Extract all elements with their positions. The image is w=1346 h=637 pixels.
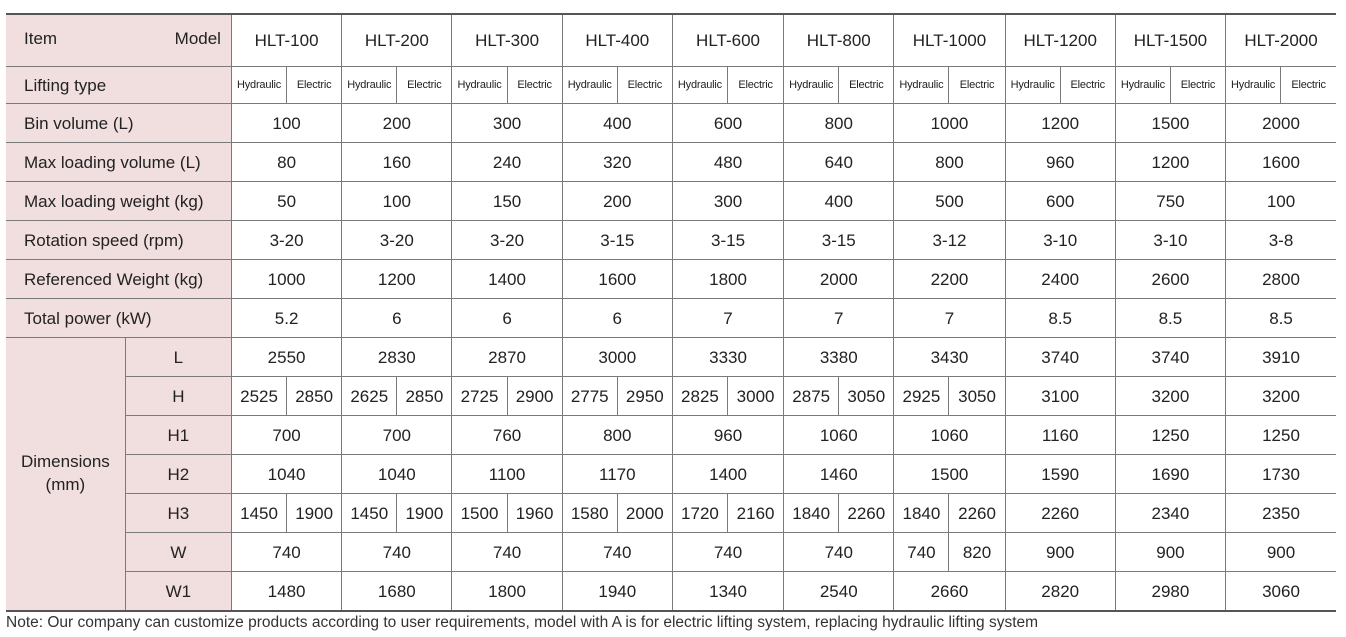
dimension-sublabel: H2 bbox=[125, 455, 231, 494]
cell-value: 750 bbox=[1115, 182, 1225, 221]
cell-value: 2950 bbox=[617, 377, 672, 416]
cell-value: 1250 bbox=[1115, 416, 1225, 455]
cell-value: 2400 bbox=[1005, 260, 1115, 299]
cell-value: 2600 bbox=[1115, 260, 1225, 299]
cell-value: 2550 bbox=[231, 338, 341, 377]
cell-value: 320 bbox=[562, 143, 672, 182]
lifting-hydraulic: Hydraulic bbox=[231, 67, 286, 104]
cell-value: 2260 bbox=[949, 494, 1005, 533]
cell-value: 1900 bbox=[397, 494, 452, 533]
row-label: Lifting type bbox=[6, 67, 231, 104]
cell-value: 2625 bbox=[342, 377, 397, 416]
row-label: Max loading weight (kg) bbox=[6, 182, 231, 221]
cell-value: 50 bbox=[231, 182, 341, 221]
cell-value: 740 bbox=[784, 533, 894, 572]
lifting-hydraulic: Hydraulic bbox=[672, 67, 727, 104]
cell-value: 1940 bbox=[562, 572, 672, 612]
cell-value: 3-12 bbox=[894, 221, 1005, 260]
cell-value: 6 bbox=[562, 299, 672, 338]
header-corner bbox=[6, 14, 231, 67]
cell-value: 3060 bbox=[1226, 572, 1336, 612]
cell-value: 1200 bbox=[1005, 104, 1115, 143]
cell-value: 8.5 bbox=[1005, 299, 1115, 338]
cell-value: 160 bbox=[342, 143, 452, 182]
cell-value: 2980 bbox=[1115, 572, 1225, 612]
cell-value: 1100 bbox=[452, 455, 562, 494]
cell-value: 1690 bbox=[1115, 455, 1225, 494]
cell-value: 3-8 bbox=[1226, 221, 1336, 260]
lifting-electric: Electric bbox=[287, 67, 342, 104]
cell-value: 1000 bbox=[894, 104, 1005, 143]
cell-value: 3200 bbox=[1115, 377, 1225, 416]
cell-value: 7 bbox=[784, 299, 894, 338]
lifting-electric: Electric bbox=[617, 67, 672, 104]
cell-value: 8.5 bbox=[1226, 299, 1336, 338]
cell-value: 1160 bbox=[1005, 416, 1115, 455]
cell-value: 1000 bbox=[231, 260, 341, 299]
lifting-electric: Electric bbox=[1170, 67, 1225, 104]
cell-value: 300 bbox=[452, 104, 562, 143]
dimension-sublabel: L bbox=[125, 338, 231, 377]
cell-value: 2870 bbox=[452, 338, 562, 377]
cell-value: 1040 bbox=[342, 455, 452, 494]
cell-value: 2260 bbox=[839, 494, 894, 533]
lifting-hydraulic: Hydraulic bbox=[562, 67, 617, 104]
cell-value: 3200 bbox=[1226, 377, 1336, 416]
cell-value: 3910 bbox=[1226, 338, 1336, 377]
cell-value: 3-15 bbox=[784, 221, 894, 260]
cell-value: 900 bbox=[1226, 533, 1336, 572]
table-row bbox=[6, 338, 1336, 377]
cell-value: 1580 bbox=[562, 494, 617, 533]
model-header: HLT-1500 bbox=[1115, 14, 1225, 67]
lifting-hydraulic: Hydraulic bbox=[1226, 67, 1281, 104]
cell-value: 6 bbox=[452, 299, 562, 338]
lifting-electric: Electric bbox=[507, 67, 562, 104]
cell-value: 1900 bbox=[287, 494, 342, 533]
table-row bbox=[6, 221, 1336, 260]
cell-value: 1400 bbox=[452, 260, 562, 299]
cell-value: 3-15 bbox=[562, 221, 672, 260]
cell-value: 480 bbox=[672, 143, 783, 182]
cell-value: 800 bbox=[562, 416, 672, 455]
cell-value: 900 bbox=[1115, 533, 1225, 572]
cell-value: 1500 bbox=[1115, 104, 1225, 143]
cell-value: 1840 bbox=[894, 494, 949, 533]
table-row bbox=[6, 416, 1336, 455]
cell-value: 740 bbox=[452, 533, 562, 572]
cell-value: 5.2 bbox=[231, 299, 341, 338]
cell-value: 1500 bbox=[452, 494, 507, 533]
lifting-hydraulic: Hydraulic bbox=[784, 67, 839, 104]
cell-value: 3-15 bbox=[672, 221, 783, 260]
cell-value: 1600 bbox=[1226, 143, 1336, 182]
cell-value: 820 bbox=[949, 533, 1005, 572]
table-row bbox=[6, 143, 1336, 182]
cell-value: 1200 bbox=[1115, 143, 1225, 182]
cell-value: 3-20 bbox=[342, 221, 452, 260]
cell-value: 760 bbox=[452, 416, 562, 455]
cell-value: 2850 bbox=[287, 377, 342, 416]
cell-value: 3000 bbox=[728, 377, 784, 416]
cell-value: 1800 bbox=[672, 260, 783, 299]
cell-value: 600 bbox=[1005, 182, 1115, 221]
lifting-electric: Electric bbox=[1060, 67, 1115, 104]
cell-value: 700 bbox=[231, 416, 341, 455]
cell-value: 740 bbox=[562, 533, 672, 572]
cell-value: 1460 bbox=[784, 455, 894, 494]
cell-value: 740 bbox=[231, 533, 341, 572]
lifting-electric: Electric bbox=[397, 67, 452, 104]
cell-value: 2160 bbox=[728, 494, 784, 533]
cell-value: 1340 bbox=[672, 572, 783, 612]
cell-value: 1500 bbox=[894, 455, 1005, 494]
model-header: HLT-800 bbox=[784, 14, 894, 67]
cell-value: 2820 bbox=[1005, 572, 1115, 612]
cell-value: 1840 bbox=[784, 494, 839, 533]
cell-value: 2850 bbox=[397, 377, 452, 416]
cell-value: 1480 bbox=[231, 572, 341, 612]
dimension-sublabel: H1 bbox=[125, 416, 231, 455]
table-row bbox=[6, 533, 1336, 572]
model-header: HLT-100 bbox=[231, 14, 341, 67]
cell-value: 2875 bbox=[784, 377, 839, 416]
row-label: Total power (kW) bbox=[6, 299, 231, 338]
cell-value: 7 bbox=[894, 299, 1005, 338]
row-label: Referenced Weight (kg) bbox=[6, 260, 231, 299]
item-label: Item bbox=[24, 29, 58, 48]
cell-value: 2200 bbox=[894, 260, 1005, 299]
cell-value: 3740 bbox=[1005, 338, 1115, 377]
cell-value: 2000 bbox=[617, 494, 672, 533]
table-row bbox=[6, 260, 1336, 299]
cell-value: 7 bbox=[672, 299, 783, 338]
dimension-sublabel: H3 bbox=[125, 494, 231, 533]
cell-value: 2525 bbox=[231, 377, 286, 416]
cell-value: 150 bbox=[452, 182, 562, 221]
cell-value: 400 bbox=[784, 182, 894, 221]
cell-value: 3000 bbox=[562, 338, 672, 377]
spec-table bbox=[6, 13, 1336, 612]
cell-value: 1400 bbox=[672, 455, 783, 494]
lifting-electric: Electric bbox=[949, 67, 1005, 104]
cell-value: 800 bbox=[894, 143, 1005, 182]
cell-value: 2725 bbox=[452, 377, 507, 416]
cell-value: 900 bbox=[1005, 533, 1115, 572]
table-row bbox=[6, 182, 1336, 221]
cell-value: 800 bbox=[784, 104, 894, 143]
cell-value: 2825 bbox=[672, 377, 727, 416]
model-header: HLT-1000 bbox=[894, 14, 1005, 67]
cell-value: 3-10 bbox=[1115, 221, 1225, 260]
lifting-electric: Electric bbox=[728, 67, 784, 104]
cell-value: 2775 bbox=[562, 377, 617, 416]
model-header: HLT-1200 bbox=[1005, 14, 1115, 67]
cell-value: 600 bbox=[672, 104, 783, 143]
cell-value: 2900 bbox=[507, 377, 562, 416]
model-header: HLT-400 bbox=[562, 14, 672, 67]
model-header: HLT-200 bbox=[342, 14, 452, 67]
cell-value: 6 bbox=[342, 299, 452, 338]
cell-value: 700 bbox=[342, 416, 452, 455]
lifting-hydraulic: Hydraulic bbox=[1115, 67, 1170, 104]
cell-value: 1170 bbox=[562, 455, 672, 494]
cell-value: 3380 bbox=[784, 338, 894, 377]
model-header: HLT-600 bbox=[672, 14, 783, 67]
cell-value: 240 bbox=[452, 143, 562, 182]
table-row bbox=[6, 104, 1336, 143]
cell-value: 1200 bbox=[342, 260, 452, 299]
cell-value: 80 bbox=[231, 143, 341, 182]
cell-value: 2800 bbox=[1226, 260, 1336, 299]
lifting-hydraulic: Hydraulic bbox=[452, 67, 507, 104]
cell-value: 3-20 bbox=[231, 221, 341, 260]
cell-value: 2660 bbox=[894, 572, 1005, 612]
cell-value: 1040 bbox=[231, 455, 341, 494]
cell-value: 2350 bbox=[1226, 494, 1336, 533]
lifting-hydraulic: Hydraulic bbox=[894, 67, 949, 104]
row-label: Max loading volume (L) bbox=[6, 143, 231, 182]
cell-value: 2340 bbox=[1115, 494, 1225, 533]
row-label: Rotation speed (rpm) bbox=[6, 221, 231, 260]
cell-value: 1720 bbox=[672, 494, 727, 533]
cell-value: 1450 bbox=[342, 494, 397, 533]
cell-value: 500 bbox=[894, 182, 1005, 221]
cell-value: 2540 bbox=[784, 572, 894, 612]
table-row bbox=[6, 67, 1336, 104]
cell-value: 2260 bbox=[1005, 494, 1115, 533]
dimension-sublabel: W1 bbox=[125, 572, 231, 612]
model-header: HLT-2000 bbox=[1226, 14, 1336, 67]
cell-value: 640 bbox=[784, 143, 894, 182]
lifting-hydraulic: Hydraulic bbox=[1005, 67, 1060, 104]
dimension-sublabel: W bbox=[125, 533, 231, 572]
footnote: Note: Our company can customize products according to user requirements, model with A is for electric lifting system, replacing hydraulic lifting system bbox=[6, 614, 1039, 631]
cell-value: 400 bbox=[562, 104, 672, 143]
cell-value: 1800 bbox=[452, 572, 562, 612]
cell-value: 3-10 bbox=[1005, 221, 1115, 260]
table-row bbox=[6, 572, 1336, 612]
cell-value: 300 bbox=[672, 182, 783, 221]
cell-value: 2000 bbox=[1226, 104, 1336, 143]
cell-value: 1600 bbox=[562, 260, 672, 299]
header-row bbox=[6, 14, 1336, 67]
table-row bbox=[6, 299, 1336, 338]
cell-value: 740 bbox=[894, 533, 949, 572]
cell-value: 100 bbox=[231, 104, 341, 143]
cell-value: 1060 bbox=[784, 416, 894, 455]
cell-value: 3050 bbox=[949, 377, 1005, 416]
cell-value: 960 bbox=[672, 416, 783, 455]
cell-value: 1060 bbox=[894, 416, 1005, 455]
cell-value: 1680 bbox=[342, 572, 452, 612]
cell-value: 1590 bbox=[1005, 455, 1115, 494]
cell-value: 200 bbox=[562, 182, 672, 221]
cell-value: 1960 bbox=[507, 494, 562, 533]
cell-value: 3330 bbox=[672, 338, 783, 377]
cell-value: 1730 bbox=[1226, 455, 1336, 494]
cell-value: 740 bbox=[672, 533, 783, 572]
lifting-electric: Electric bbox=[1281, 67, 1336, 104]
dimensions-label: Dimensions (mm) bbox=[6, 338, 125, 612]
table-row bbox=[6, 494, 1336, 533]
cell-value: 100 bbox=[1226, 182, 1336, 221]
lifting-electric: Electric bbox=[839, 67, 894, 104]
cell-value: 1250 bbox=[1226, 416, 1336, 455]
cell-value: 960 bbox=[1005, 143, 1115, 182]
cell-value: 3740 bbox=[1115, 338, 1225, 377]
table-row bbox=[6, 377, 1336, 416]
cell-value: 740 bbox=[342, 533, 452, 572]
cell-value: 200 bbox=[342, 104, 452, 143]
table-row bbox=[6, 455, 1336, 494]
cell-value: 100 bbox=[342, 182, 452, 221]
cell-value: 2830 bbox=[342, 338, 452, 377]
cell-value: 1450 bbox=[231, 494, 286, 533]
cell-value: 3100 bbox=[1005, 377, 1115, 416]
model-header: HLT-300 bbox=[452, 14, 562, 67]
cell-value: 3-20 bbox=[452, 221, 562, 260]
row-label: Bin volume (L) bbox=[6, 104, 231, 143]
cell-value: 8.5 bbox=[1115, 299, 1225, 338]
cell-value: 3430 bbox=[894, 338, 1005, 377]
cell-value: 2000 bbox=[784, 260, 894, 299]
cell-value: 3050 bbox=[839, 377, 894, 416]
dimension-sublabel: H bbox=[125, 377, 231, 416]
model-label: Model bbox=[174, 29, 221, 48]
cell-value: 2925 bbox=[894, 377, 949, 416]
lifting-hydraulic: Hydraulic bbox=[342, 67, 397, 104]
